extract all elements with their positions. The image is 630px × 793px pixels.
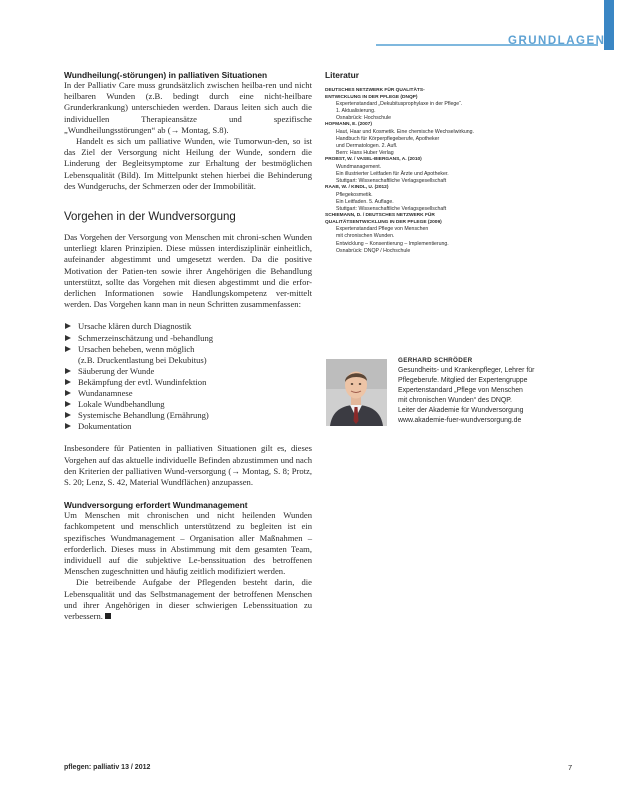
left-column (64, 70, 312, 622)
page-number: 7 (568, 763, 573, 772)
author-line: Leiter der Akademie für Wundversorgung (398, 406, 524, 414)
triangle-bullet-icon (65, 379, 71, 385)
literature-entry: DEUTSCHES NETZWERK FÜR QUALITÄTS- (325, 88, 425, 93)
list-item-continuation: (z.B. Druckentlastung bei Dekubitus) (78, 354, 207, 365)
literature-entry: RAAB, W. / KINDL, U. (2012) Pflegekosmetik. Ein Leitfaden. 5. Auflage. Stuttgart: Wissenschaftliche Verlagsgesellschaft (325, 185, 447, 213)
triangle-bullet-icon (65, 323, 71, 329)
author-line: Expertenstandard „Pflege von Menschen (398, 386, 523, 394)
section3-paragraph2: Die betreibende Aufgabe der Pflegenden besteht darin, die Lebensqualität und das Selbstmanagement der betroffenen Menschen und ihrer Angehörigen in dieser schwierigen Lebenssituation zu verbessern. (64, 577, 312, 622)
header-tab (604, 0, 614, 50)
right-column (325, 70, 575, 255)
literature-entry: HOFMANN, E. (2007) Haut, Haar und Kosmetik. Eine chemische Wechselwirkung. Handbuch für Körperpflegeberufe, Apotheker und Dermatologen. 2. Aufl. Bern: Hans Huber Verlag (325, 122, 475, 157)
list-item: Dokumentation (64, 421, 312, 432)
end-mark-icon (105, 613, 111, 619)
section1-paragraph1: In der Palliativ Care muss grundsätzlich zwischen heilba-ren und nicht heilbaren Wunden (z.B. bedingt durch eine nicht-heilbare Grunderkrankung) unterschieden werden. Daraus leiten sich auch die individuellen Therapieansätze und spezifische „Wundheilungsstörungen“ ab (→ Montag, S.8). (64, 80, 312, 135)
author-bio (398, 357, 578, 425)
author-website-link[interactable]: www.akademie-fuer-wundversorgung.de (398, 416, 522, 424)
triangle-bullet-icon (65, 401, 71, 407)
triangle-bullet-icon (65, 390, 71, 396)
triangle-bullet-icon (65, 346, 71, 352)
section2-paragraph1: Das Vorgehen der Versorgung von Menschen mit chroni-schen Wunden unterliegt klaren Prinzipien. Diese müssen interdisziplinär einheitlich, aufeinander abgestimmt und umgesetzt werden. Da die positive Motivation der Patien-ten sowie ihrer Angehörigen die Behandlung unterstützt, sollte das Vorgehen mit diesen abgestimmt und die erfor-derlichen Informationen sowie Handlungskompetenz ver-mittelt werden. Das Vorgehen kann man in neun Schritten zusammenfassen: (64, 232, 312, 310)
section2-heading: Vorgehen in der Wundversorgung (64, 211, 236, 224)
section3-paragraph1: Um Menschen mit chronischen und nicht heilenden Wunden fachkompetent und menschlich unterstützend zu begleiten ist ein spezifisches Wundmanagement – Organisation aller Maßnahmen – erforderlich. Dieses muss in Abstimmung mit dem gesamten Team, individuell auf die subjektive Le-benssituation des betroffenen Menschen zugeschnitten und häufig zeitlich modifiziert werden. (64, 510, 312, 577)
list-item: Systemische Behandlung (Ernährung) (64, 410, 312, 421)
author-photo (326, 359, 387, 426)
list-item: Ursache klären durch Diagnostik (64, 321, 312, 332)
list-item: Wundanamnese (64, 388, 312, 399)
literature-entry: PROBST, W. / VASEL-BIERGANS, A. (2010) Wundmanagement. Ein illustrierter Leitfaden für Ärzte und Apotheker. Stuttgart: Wissenschaftliche Verlagsgesellschaft (325, 157, 449, 185)
list-item: Ursachen beheben, wenn möglich (64, 344, 312, 355)
steps-list (64, 321, 312, 432)
section2-paragraph2: Insbesondere für Patienten in palliativen Situationen gilt es, dieses Vorgehen auf das aktuelle individuelle Befinden abzustimmen und nach den Kriterien der palliativen Wund-versorgung (→ Montag, S. 8; Protz, S. 20; Lenz, S. 42, Material Wundflächen) anzupassen. (64, 443, 312, 487)
section-label: GRUNDLAGEN (508, 35, 606, 47)
triangle-bullet-icon (65, 423, 71, 429)
literature-entry: ENTWICKLUNG IN DER PFLEGE (DNQP) Expertenstandard „Dekubitusprophylaxe in der Pflege“. 1. Aktualisierung. Osnabrück: Hochschule (325, 94, 463, 122)
list-item: Bekämpfung der evtl. Wundinfektion (64, 377, 312, 388)
footer-journal: pflegen: palliativ 13 / 2012 (64, 764, 151, 771)
author-line: Pflegeberufe. Mitglied der Expertengruppe (398, 376, 528, 384)
literature-entry: SCHIEMANN, D. / DEUTSCHES NETZWERK FÜR (325, 213, 435, 219)
triangle-bullet-icon (65, 412, 71, 418)
triangle-bullet-icon (65, 335, 71, 341)
section1-paragraph2: Handelt es sich um palliative Wunden, wie Tumorwun-den, so ist das Ziel der Versorgung nicht Heilung der Wunde, sondern die Linderung der Begleitsymptome zur Erhaltung der bestmöglichen Lebensqualität (Bild). Im Mittelpunkt stehen hierbei die Behinderung des Wundgeruchs, der Schmerzen oder der Immobilität. (64, 136, 312, 191)
triangle-bullet-icon (65, 368, 71, 374)
author-line: mit chronischen Wunden“ des DNQP. (398, 396, 512, 404)
literature-list (325, 88, 575, 255)
list-item: Schmerzeinschätzung und -behandlung (64, 333, 312, 344)
author-line: Gesundheits- und Krankenpfleger, Lehrer für (398, 367, 535, 374)
literature-heading: Literatur (325, 70, 359, 80)
author-name: GERHARD SCHRÖDER (398, 357, 473, 364)
section3-heading: Wundversorgung erfordert Wundmanagement (64, 500, 248, 511)
literature-entry: QUALITÄTSENTWICKLUNG IN DER PFLEGE (2009) Expertenstandard Pflege von Menschen mit chronischen Wunden. Entwicklung – Konsentierung – Implementierung. Osnabrück: DNQP / Hochschule (325, 219, 449, 254)
list-item: Säuberung der Wunde (64, 366, 312, 377)
section1-heading: Wundheilung(-störungen) in palliativen Situationen (64, 70, 268, 80)
list-item: Lokale Wundbehandlung (64, 399, 312, 410)
author-portrait-icon (326, 359, 387, 426)
